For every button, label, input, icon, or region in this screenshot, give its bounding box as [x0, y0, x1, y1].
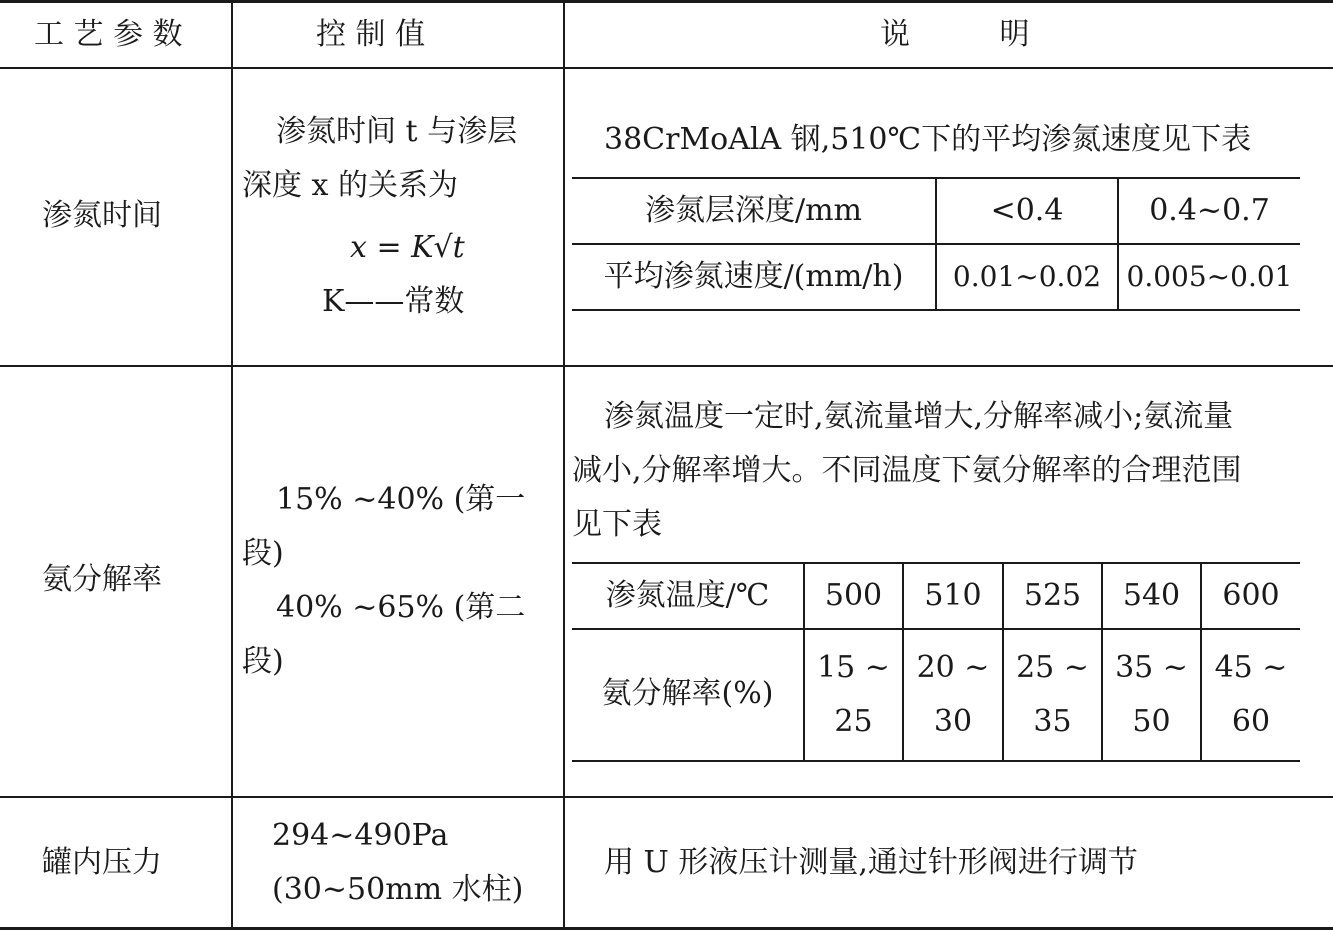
subtable2-rate-540-top: 35 ~: [1115, 650, 1188, 685]
subtable2-rate-525-bottom: 35: [1033, 704, 1072, 739]
subtable1-cell-depth-label: 渗氮层深度/mm: [644, 193, 862, 228]
subtable1-cell-speed-label: 平均渗氮速度/(mm/h): [603, 259, 904, 294]
subtable2-top-rule: [572, 562, 1300, 564]
subtable2-temp-525: 525: [1023, 578, 1082, 613]
row1-param: 渗氮时间: [42, 198, 162, 233]
row1-note: K——常数: [322, 284, 465, 319]
subtable2-temp-500: 500: [824, 578, 883, 613]
column-rule-1: [231, 0, 233, 930]
row1-control-line2: 深度 x 的关系为: [242, 168, 458, 203]
row-rule-2: [0, 796, 1333, 798]
row2-control-line2: 段): [242, 536, 284, 571]
header-param: 工 艺 参 数: [34, 17, 183, 52]
table-bottom-rule: [0, 927, 1333, 930]
subtable1-cell-depth-lt: <0.4: [990, 193, 1064, 228]
row2-control-line1: 15% ~40% (第一: [276, 482, 526, 517]
subtable2-rate-540-bottom: 50: [1132, 704, 1171, 739]
row2-param: 氨分解率: [42, 562, 162, 597]
subtable2-bottom-rule: [572, 760, 1300, 762]
subtable1-cell-speed-2: 0.005~0.01: [1126, 260, 1293, 293]
subtable2-rate-label: 氨分解率(%): [601, 676, 774, 711]
subtable2-temp-540: 540: [1122, 578, 1181, 613]
row3-desc: 用 U 形液压计测量,通过针形阀进行调节: [604, 845, 1138, 880]
table-top-rule: [0, 0, 1333, 3]
row-rule-1: [0, 365, 1333, 367]
subtable1-cell-speed-1: 0.01~0.02: [952, 260, 1102, 293]
row1-control-line1: 渗氮时间 t 与渗层: [276, 114, 518, 149]
subtable2-temp-510: 510: [924, 578, 982, 613]
row2-desc-p1: 渗氮温度一定时,氨流量增大,分解率减小;氨流量: [604, 399, 1234, 434]
row1-desc-intro: 38CrMoAlA 钢,510℃下的平均渗氮速度见下表: [604, 122, 1252, 157]
subtable2-rate-525-top: 25 ~: [1016, 650, 1089, 685]
row3-control-line2: (30~50mm 水柱): [272, 872, 524, 907]
header-desc: 说 明: [880, 17, 1030, 52]
subtable2-rate-600-top: 45 ~: [1214, 650, 1288, 685]
row2-control-line3: 40% ~65% (第二: [276, 590, 526, 625]
subtable2-temp-label: 渗氮温度/℃: [605, 578, 770, 613]
column-rule-2: [563, 0, 565, 930]
subtable2-rate-510-top: 20 ~: [916, 650, 990, 685]
subtable2-rate-510-bottom: 30: [933, 704, 973, 739]
subtable1-cell-depth-range: 0.4~0.7: [1149, 193, 1270, 228]
header-rule: [0, 67, 1333, 69]
row2-control-line4: 段): [242, 644, 284, 679]
subtable2-rate-600-bottom: 60: [1231, 704, 1271, 739]
row2-desc-p2: 减小,分解率增大。不同温度下氨分解率的合理范围: [572, 453, 1242, 488]
row2-desc-p3: 见下表: [572, 507, 662, 542]
row3-param: 罐内压力: [42, 845, 162, 880]
row3-control-line1: 294~490Pa: [272, 818, 449, 853]
header-control: 控 制 值: [316, 17, 426, 52]
subtable2-temp-600: 600: [1222, 578, 1280, 613]
row1-formula: x = K√t: [350, 230, 465, 265]
subtable2-rate-500-bottom: 25: [834, 704, 873, 739]
subtable2-mid-rule: [572, 628, 1300, 630]
subtable2-rate-500-top: 15 ~: [817, 650, 890, 685]
